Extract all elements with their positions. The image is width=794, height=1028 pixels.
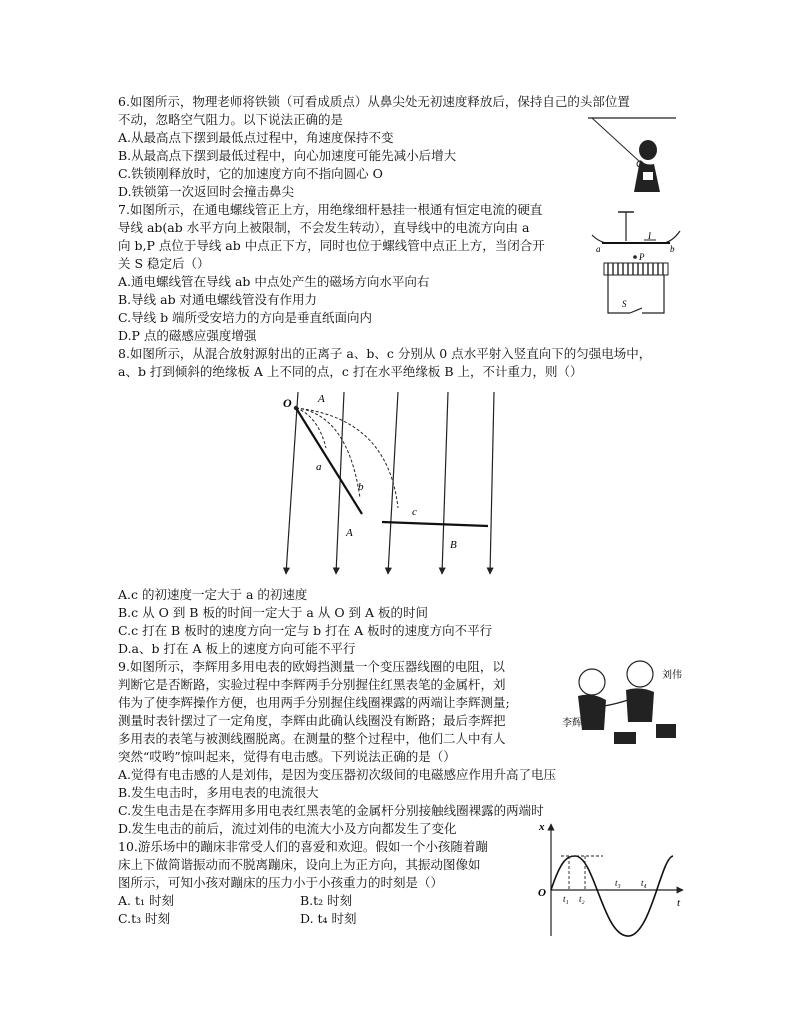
q6-pendulum-figure (588, 112, 678, 192)
q9-stem-line1: 9.如图所示，李辉用多用电表的欧姆挡测量一个变压器线圈的电阻，以 (118, 659, 505, 674)
q9-fig-label-liuwei: 刘伟 (662, 670, 682, 681)
q7-fig-circuit (608, 275, 664, 313)
q7-stem-line2: 导线 ab(ab 水平方向上被限制，不会发生转动），直导线中的电流方向由 a (118, 220, 530, 235)
q9-fig-lihui-head (579, 669, 605, 695)
q6-option-a: A.从最高点下摆到最低点过程中，角速度保持不变 (118, 130, 394, 145)
q7-fig-label-p: P (639, 252, 645, 262)
q8-fig-label-plate-a: A (346, 527, 353, 539)
q7-fig-right-wire (658, 231, 680, 243)
q7-fig-label-s: S (622, 299, 627, 309)
q10-option-b: B.t₂ 时刻 (300, 893, 353, 908)
q8-fig-label-b: b (358, 481, 364, 493)
q10-option-a: A. t₁ 时刻 (118, 893, 174, 908)
q10-fig-label-t3: t₃ (615, 878, 621, 888)
q7-option-d: D.P 点的磁感应强度增强 (118, 328, 257, 343)
q7-fig-label-i: I (648, 231, 651, 241)
q8-fig-plate-b (382, 522, 488, 526)
q9-option-c: C.发生电击是在李辉用多用电表红黑表笔的金属杆分别接触线圈裸露的两端时 (118, 803, 544, 818)
q10-option-c: C.t₃ 时刻 (118, 911, 171, 926)
q10-stem-line2: 床上下做简谐振动而不脱离蹦床，设向上为正方向，其振动图像如 (118, 857, 481, 872)
q9-cartoon-figure (556, 648, 688, 748)
q6-option-d: D.铁锁第一次返回时会撞击鼻尖 (118, 184, 295, 199)
q9-fig-liuwei-body (626, 688, 654, 722)
q9-fig-label-lihui: 李辉 (562, 718, 582, 729)
q9-fig-multimeter (614, 732, 636, 744)
q6-option-b: B.从最高点下摆到最低过程中，向心加速度可能先减小后增大 (118, 148, 457, 163)
q9-stem-line6: 突然“哎哟”惊叫起来，觉得有电击感。下列说法正确的是（） (118, 749, 456, 764)
q10-fig-label-t1: t₁ (563, 894, 569, 904)
q6-stem-line2: 不动，忽略空气阻力。以下说法正确的是 (118, 112, 344, 127)
q10-stem-line3: 图所示，可知小孩对蹦床的压力小于小孩重力的时刻是（） (118, 875, 444, 890)
q7-option-a: A.通电螺线管在导线 ab 中点处产生的磁场方向水平向右 (118, 274, 430, 289)
q9-option-b: B.发生电击时，多用电表的电流很大 (118, 785, 319, 800)
q9-option-d: D.发生电击的前后，流过刘伟的电流大小及方向都发生了变化 (118, 821, 457, 836)
q10-stem-line1: 10.游乐场中的蹦床非常受人们的喜爱和欢迎。假如一个小孩随着蹦 (118, 839, 488, 854)
q9-stem-line3: 伟为了使李辉操作方便，也用两手分别握住线圈裸露的两端让李辉测量; (118, 695, 510, 710)
q7-option-c: C.导线 b 端所受安培力的方向是垂直纸面向内 (118, 310, 373, 325)
q6-fig-string (592, 118, 640, 162)
q10-fig-label-x: x (539, 821, 545, 833)
q9-stem-line2: 判断它是否断路，实验过程中李辉两手分别握住红黑表笔的金属杆，刘 (118, 677, 506, 692)
q9-stem-line5: 多用表的表笔与被测线圈脱离。在测量的整个过程中，他们二人中有人 (118, 731, 506, 746)
q6-fig-shirt (643, 172, 653, 180)
q7-solenoid-figure (590, 205, 682, 323)
q8-fig-label-a: a (316, 461, 322, 473)
q9-fig-transformer (656, 724, 676, 738)
q8-fig-path-c (296, 408, 398, 508)
q7-stem-line1: 7.如图所示，在通电螺线管正上方，用绝缘细杆悬挂一根通有恒定电流的硬直 (118, 202, 543, 217)
q7-fig-switch (630, 308, 642, 313)
q7-fig-label-a: a (596, 244, 601, 254)
q8-fig-label-c: c (412, 506, 417, 518)
q8-option-a: A.c 的初速度一定大于 a 的初速度 (118, 587, 308, 602)
q7-stem-line3: 向 b,P 点位于导线 ab 中点正下方，同时也位于螺线管中点正上方，当闭合开 (118, 238, 545, 253)
q8-stem-line1: 8.如图所示，从混合放射源射出的正离子 a、b、c 分别从 0 点水平射入竖直向下的匀强电场中， (118, 346, 652, 361)
q10-fig-label-o: O (538, 887, 546, 899)
q8-fig-label-o: O (283, 396, 292, 410)
q10-option-d: D. t₄ 时刻 (300, 911, 357, 926)
q10-fig-label-t: t (677, 897, 681, 909)
q9-fig-lihui-body (578, 695, 606, 730)
q7-stem-line4: 关 S 稳定后（） (118, 256, 210, 271)
q6-stem-line1: 6.如图所示，物理老师将铁锁（可看成质点）从鼻尖处无初速度释放后，保持自己的头部位置 (118, 94, 630, 109)
q10-fig-label-t2: t₂ (579, 894, 585, 904)
q8-stem-line2: a、b 打到倾斜的绝缘板 A 上不同的点，c 打在水平绝缘板 B 上，不计重力，则（） (118, 364, 583, 379)
q7-option-b: B.导线 ab 对通电螺线管没有作用力 (118, 292, 318, 307)
q8-option-d: D.a、b 打在 A 板上的速度方向可能不平行 (118, 641, 356, 656)
q7-fig-label-b: b (670, 244, 675, 254)
q8-fig-field-lines (286, 392, 494, 574)
q8-fig-plate-a (296, 408, 362, 514)
q6-fig-head (639, 140, 657, 160)
q8-field-figure (278, 388, 498, 580)
q9-stem-line4: 测量时表针摆过了一定角度，李辉由此确认线圈没有断路；最后李辉把 (118, 713, 506, 728)
q8-option-c: C.c 打在 B 板时的速度方向一定与 b 打在 A 板时的速度方向不平行 (118, 623, 493, 638)
q10-fig-label-t4: t₄ (641, 878, 647, 888)
q7-fig-point-p (633, 255, 637, 259)
q8-option-b: B.c 从 O 到 B 板的时间一定大于 a 从 O 到 A 板的时间 (118, 605, 429, 620)
q8-fig-label-a-top: A (318, 393, 325, 405)
q10-oscillation-graph (533, 818, 688, 940)
q6-option-c: C.铁锁刚释放时，它的加速度方向不指向圆心 O (118, 166, 383, 181)
q9-option-a: A.觉得有电击感的人是刘伟，是因为变压器初次级间的电磁感应作用升高了电压 (118, 767, 557, 782)
q9-fig-liuwei-head (627, 661, 653, 687)
q9-fig-hands (604, 700, 628, 706)
q8-fig-label-plate-b: B (450, 539, 457, 551)
